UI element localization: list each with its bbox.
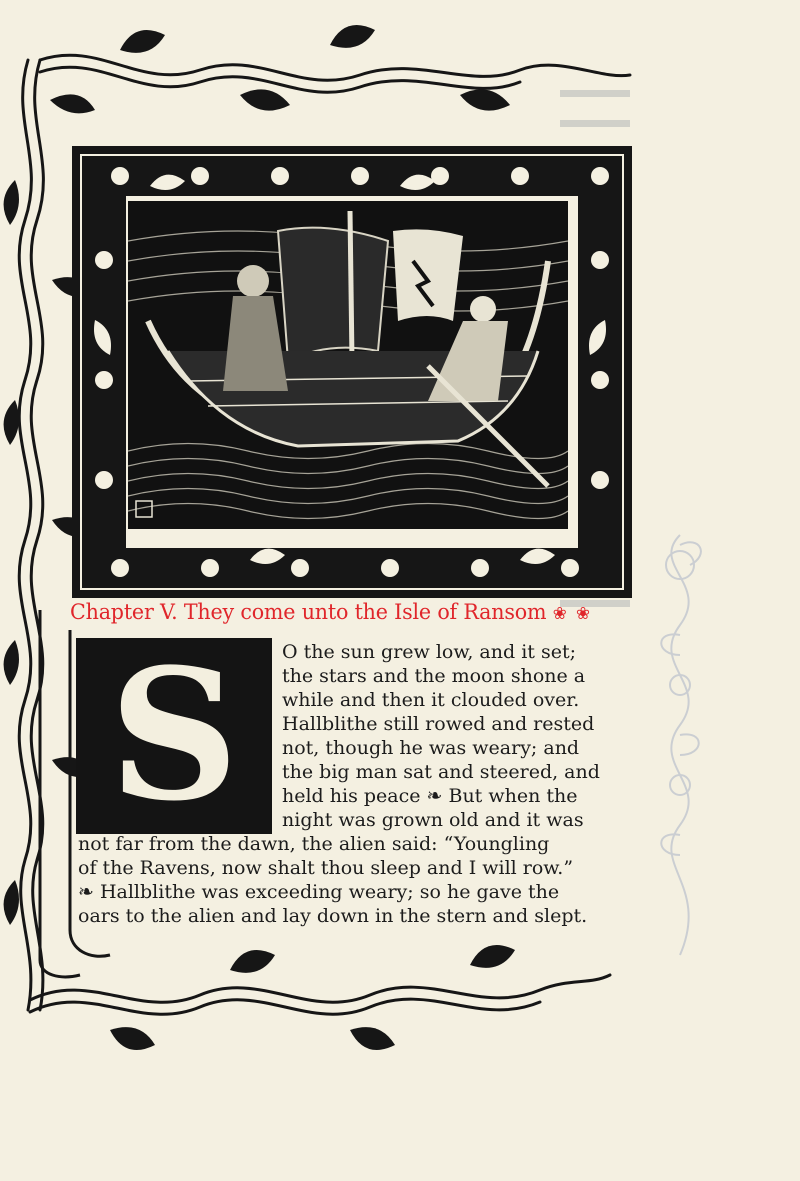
text-line: night was grown old and it was [282, 809, 584, 831]
text-line: ❧ Hallblithe was exceeding weary; so he gave the [78, 881, 560, 903]
flower-ornament-icon: ❀ ❀ [552, 604, 593, 624]
chapter-title: Chapter V. They come unto the Isle of Ransom [70, 600, 547, 624]
text-line: the stars and the moon shone a [282, 665, 586, 687]
drop-cap [76, 630, 272, 841]
paragraph-full-block [78, 832, 587, 928]
text-line: held his peace ❧ But when the [282, 785, 578, 807]
chapter-heading [70, 598, 640, 628]
text-line: O the sun grew low, and it set; [282, 641, 576, 663]
boat-scene-image [128, 201, 568, 529]
text-line: of the Ravens, now shalt thou sleep and I will row.” [78, 857, 574, 879]
woodcut-illustration [128, 201, 568, 529]
paragraph-right-block [282, 640, 600, 832]
text-line: not far from the dawn, the alien said: “Youngling [78, 833, 550, 855]
text-line: not, though he was weary; and [282, 737, 580, 759]
text-line: Hallblithe still rowed and rested [282, 713, 595, 735]
text-line: the big man sat and steered, and [282, 761, 600, 783]
text-line: while and then it clouded over. [282, 689, 580, 711]
text-line: oars to the alien and lay down in the stern and slept. [78, 905, 588, 927]
drop-cap-letter: S [109, 630, 239, 841]
